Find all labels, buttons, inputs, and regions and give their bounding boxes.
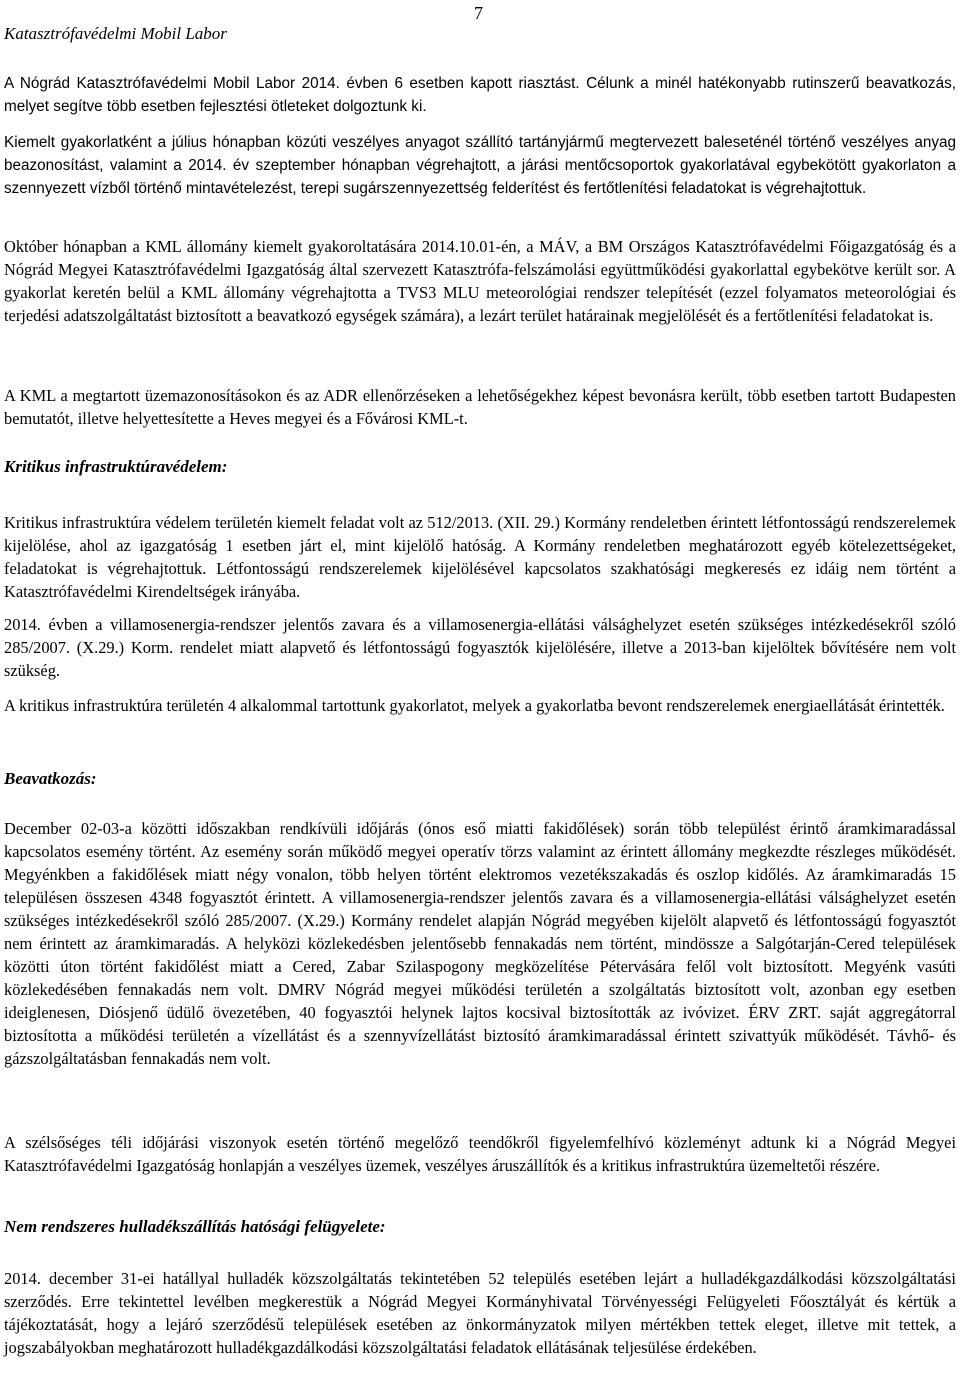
paragraph-oktober-gyakorlat: Október hónapban a KML állomány kiemelt gyakoroltatására 2014.10.01-én, a MÁV, a BM Országos Katasztrófavédelmi Főigazgatóság és a Nógrád Megyei Katasztrófavédelmi Igazgatóság által szervezett Katasztrófa-felszámolási együttműködési gyakorlattal egybekötve került sor. A gyakorlat keretén belül a KML állomány végrehajtotta a TVS3 MLU meteorológiai rendszer telepítését (ezzel folyamatos meteorológiai és terjedési adatszolgáltatást biztosított a beavatkozó egységek számára), a lezárt terület határainak megjelölését és a fertőtlenítési feladatokat is. <box>4 237 956 325</box>
paragraph-hulladek-1: 2014. december 31-ei hatállyal hulladék közszolgáltatás tekintetében 52 település esetében lejárt a hulladékgazdálkodási közszolgáltatási szerződés. Erre tekintettel levélben megkerestük a Nógrád Megyei Kormányhivatal Törvényességi Felügyeleti Főosztályát és kértük a tájékoztatását, hogy a lejáró szerződésű települések esetében az önkormányzatok milyen mértékben tettek eleget, illetve mit tettek, a jogszabályokban meghatározott hulladékgazdálkodási közszolgáltatási feladatok ellátásának teljesülése érdekében. <box>4 1269 956 1357</box>
heading-hulladekszallitas: Nem rendszeres hulladékszállítás hatósági felügyelete: <box>4 1217 386 1236</box>
page-number: 7 <box>474 3 483 23</box>
paragraph-kiemelt-gyakorlat: Kiemelt gyakorlatként a július hónapban közúti veszélyes anyagot szállító tartányjármű megtervezett baleseténél történő veszélyes anyag beazonosítást, valamint a 2014. év szeptember hónapban végrehajtott, a járási mentőcsoportok gyakorlatával egybekötött gyakorlaton a szennyezett vízből történő mintavételezést, terepi sugárszennyezettség felderítést és fertőtlenítési feladatokat is végrehajtottuk. <box>4 134 956 197</box>
paragraph-beavatkozas-1: December 02-03-a közötti időszakban rendkívüli időjárás (ónos eső miatti fakidőlések) során több települést érintő áramkimaradással kapcsolatos esemény történt. Az esemény során működő megyei operatív törzs valamint az érintett állomány megkezdte részleges működését. Megyénkben a fakidőlések miatt négy vonalon, több helyen történt elektromos vezetékszakadás és oszlop kidőlés. Az áramkimaradás 15 településen összesen 4348 fogyasztót érintett. A villamosenergia-rendszer jelentős zavara és a villamosenergia-ellátási válsághelyzet esetén szükséges intézkedésekről szóló 285/2007. (X.29.) Kormány rendelet alapján Nógrád megyében kijelölt alapvető és létfontosságú fogyasztót nem érintett az áramkimaradás. A helyközi közlekedésben jelentősebb fennakadás nem történt, mindössze a Salgótarján-Cered települések közötti úton történt fakidőlést miatt a Cered, Zabar Szilaspogony megközelítése Pétervására felől volt biztosított. Megyénk vasúti közlekedésében fennakadás nem volt. DMRV Nógrád megyei működési területén a szolgáltatás biztosított volt, azonban egy esetben ideiglenesen, Diósjenő üdülő övezetében, 40 fogyasztói helynek lajtos kocsival biztosították az ivóvizet. ÉRV ZRT. saját aggregátorral biztosította a működési területén a vízellátást és a szennyvízellátást biztosító áramkimaradással érintett szivattyúk működését. Távhő- és gázszolgáltatásban fennakadás nem volt. <box>4 819 956 1068</box>
heading-beavatkozas: Beavatkozás: <box>4 769 97 788</box>
paragraph-kritikus-3: A kritikus infrastruktúra területén 4 alkalommal tartottunk gyakorlatot, melyek a gyakorlatba bevont rendszerelemek energiaellátását érintették. <box>4 696 945 715</box>
paragraph-kritikus-1: Kritikus infrastruktúra védelem területén kiemelt feladat volt az 512/2013. (XII. 29.) Kormány rendeletben érintett létfontosságú rendszerelemek kijelölése, ahol az igazgatóság 1 esetben járt el, mint kijelölő hatóság. A Kormány rendeletben meghatározott egyéb kötelezettségeket, feladatokat is végrehajtottuk. Létfontosságú rendszerelemek kijelölésével kapcsolatos szakhatósági megkeresés ez idáig nem történt a Katasztrófavédelmi Kirendeltségek irányába. <box>4 513 956 601</box>
running-header-title: Katasztrófavédelmi Mobil Labor <box>4 24 227 43</box>
paragraph-mobil-labor-intro: A Nógrád Katasztrófavédelmi Mobil Labor 2014. évben 6 esetben kapott riasztást. Célunk a minél hatékonyabb rutinszerű beavatkozás, melyet segítve több esetben fejlesztési ötleteket dolgoztunk ki. <box>4 75 956 115</box>
heading-kritikus-infrastruktura: Kritikus infrastruktúravédelem: <box>4 457 228 476</box>
paragraph-kml-uzemazonositas: A KML a megtartott üzemazonosításokon és az ADR ellenőrzéseken a lehetőségekhez képest bevonásra került, több esetben tartott Budapesten bemutatót, illetve helyettesítette a Heves megyei és a Fővárosi KML-t. <box>4 386 956 428</box>
paragraph-beavatkozas-2: A szélsőséges téli időjárási viszonyok esetén történő megelőző teendőkről figyelemfelhívó közleményt adtunk ki a Nógrád Megyei Katasztrófavédelmi Igazgatóság honlapján a veszélyes üzemek, veszélyes áruszállítók és a kritikus infrastruktúra üzemeltetői részére. <box>4 1133 956 1175</box>
paragraph-kritikus-2: 2014. évben a villamosenergia-rendszer jelentős zavara és a villamosenergia-ellátási válsághelyzet esetén szükséges intézkedésekről szóló 285/2007. (X.29.) Korm. rendelet miatt alapvető és létfontosságú fogyasztók kijelölésére, illetve a 2013-ban kijelöltek bővítésére nem volt szükség. <box>4 615 956 680</box>
